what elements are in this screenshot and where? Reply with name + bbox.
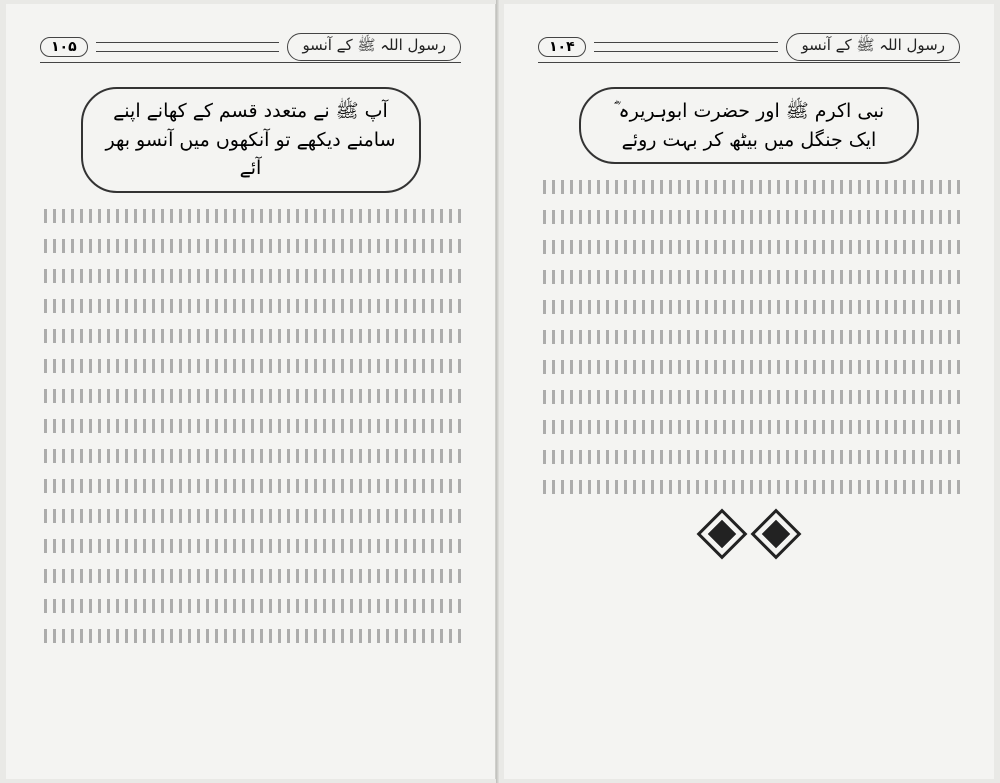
text-line [40, 239, 461, 253]
text-line [40, 599, 461, 613]
left-page-header [40, 32, 461, 63]
right-page [504, 4, 994, 779]
text-line [40, 539, 461, 553]
text-line [40, 479, 461, 493]
text-line [40, 389, 461, 403]
text-line [40, 569, 461, 583]
text-line [538, 270, 960, 284]
text-line [538, 480, 960, 494]
header-ornament [594, 42, 779, 52]
chapter-title: آپ ﷺ نے متعدد قسم کے کھانے اپنے سامنے دیکھے تو آنکھوں میں آنسو بھر آئے [81, 87, 421, 193]
running-title: رسول اللہ ﷺ کے آنسو [786, 33, 960, 61]
text-line [538, 300, 960, 314]
text-line [40, 329, 461, 343]
text-line [40, 359, 461, 373]
text-line [538, 330, 960, 344]
text-line [538, 180, 960, 194]
chapter-title: نبی اکرم ﷺ اور حضرت ابوہریرہ ؓ ایک جنگل میں بیٹھ کر بہت روئے [579, 87, 919, 164]
text-line [40, 209, 461, 223]
text-line [40, 419, 461, 433]
page-number: ۱۰۴ [538, 37, 586, 57]
page-number: ۱۰۵ [40, 37, 88, 57]
snowflake-ornament-icon [702, 514, 742, 554]
text-line [538, 390, 960, 404]
section-end-ornaments [538, 514, 960, 554]
text-line [40, 449, 461, 463]
body-text [40, 209, 461, 643]
right-page-header [538, 32, 960, 63]
text-line [40, 299, 461, 313]
text-line [538, 210, 960, 224]
text-line [538, 450, 960, 464]
left-page [6, 4, 496, 779]
header-ornament [96, 42, 280, 52]
body-text [538, 180, 960, 494]
book-gutter [496, 0, 500, 783]
text-line [40, 509, 461, 523]
text-line [40, 629, 461, 643]
text-line [538, 360, 960, 374]
text-line [40, 269, 461, 283]
running-title: رسول اللہ ﷺ کے آنسو [287, 33, 461, 61]
snowflake-ornament-icon [756, 514, 796, 554]
text-line [538, 240, 960, 254]
text-line [538, 420, 960, 434]
